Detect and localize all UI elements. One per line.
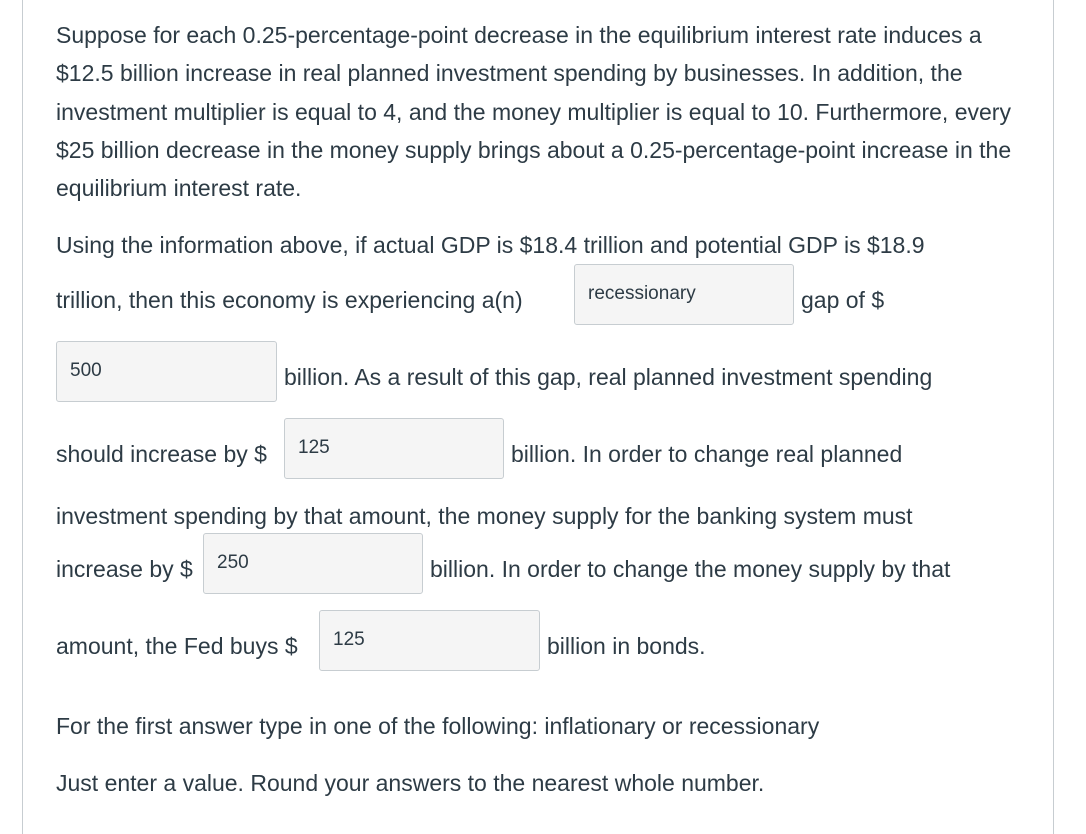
- question-line-7-end: billion in bonds.: [547, 633, 706, 659]
- gap-amount-input[interactable]: [56, 341, 277, 402]
- question-line-6-end: billion. In order to change the money supply by that: [430, 556, 951, 582]
- money-supply-increase-value: 250: [217, 552, 249, 573]
- question-line-2-start: trillion, then this economy is experiencing a(n): [56, 287, 523, 313]
- gap-type-input[interactable]: [574, 264, 794, 325]
- question-line-4-end: billion. In order to change real planned: [511, 441, 903, 467]
- question-intro: Suppose for each 0.25-percentage-point decrease in the equilibrium interest rate induces a $12.5 billion increase in real planned investment spending by businesses. In addition, the investment multiplier is equal to 4, and the money multiplier is equal to 10. Furthermore, every $25 billion decrease in the money supply brings about a 0.25-percentage-point increase in the equilibrium interest rate.: [56, 22, 1012, 202]
- fed-bond-purchase-input[interactable]: [319, 610, 540, 671]
- question-line-7-start: amount, the Fed buys $: [56, 633, 298, 659]
- investment-increase-input[interactable]: [284, 418, 504, 479]
- gap-type-value: recessionary: [588, 283, 696, 304]
- question-line-6-start: increase by $: [56, 556, 193, 582]
- question-line-2-end: gap of $: [801, 287, 885, 313]
- question-line-5: investment spending by that amount, the money supply for the banking system must: [56, 503, 913, 529]
- money-supply-increase-input[interactable]: [203, 533, 423, 594]
- question-line-4-start: should increase by $: [56, 441, 267, 467]
- instruction-rounding: Just enter a value. Round your answers to the nearest whole number.: [56, 770, 765, 796]
- instruction-answer-type: For the first answer type in one of the following: inflationary or recessionary: [56, 713, 820, 739]
- question-line-1: Using the information above, if actual GDP is $18.4 trillion and potential GDP is $18.9: [56, 232, 925, 258]
- fed-bond-purchase-value: 125: [333, 629, 365, 650]
- investment-increase-value: 125: [298, 437, 330, 458]
- gap-amount-value: 500: [70, 360, 102, 381]
- question-line-3: billion. As a result of this gap, real planned investment spending: [284, 364, 933, 390]
